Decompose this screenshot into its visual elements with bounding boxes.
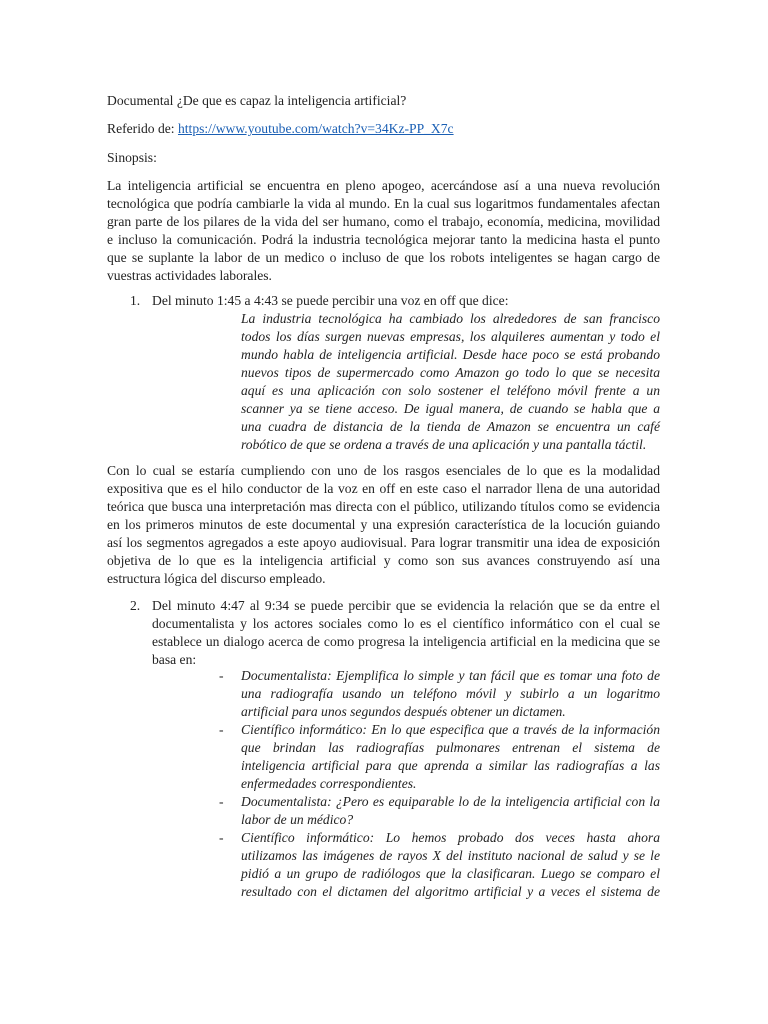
dialogue-line: que brindan las radiografías pulmonares entrenan el sistema de	[241, 740, 660, 755]
quote-line: scanner ya se tiene acceso. De igual manera, de cuando se habla que a	[241, 401, 660, 416]
paragraph-line: objetiva de lo que es la inteligencia artificial y como son sus avances construyendo así una	[107, 553, 660, 568]
paragraph-line: expositiva que es el hilo conductor de la voz en off en este caso el narrador llena de una autoridad	[107, 481, 660, 496]
list-item-text	[152, 597, 660, 669]
quote-line: nuevos tipos de supermercado como Amazon go todo lo que se necesita	[241, 365, 660, 380]
list-item-line: Del minuto 4:47 al 9:34 se puede percibir que se evidencia la relación que se da entre el	[152, 598, 660, 613]
quote-line: una cuadra de distancia de la tienda de Amazon se encuentra un café	[241, 419, 660, 434]
dialogue-line: utilizamos las imágenes de rayos X del instituto nacional de salud y se le	[241, 848, 660, 863]
dialogue-line: artificial para unos segundos después obtener un dictamen.	[241, 704, 566, 719]
list-item-line: documentalista y los actores sociales como lo es el científico informático con el cual se	[152, 616, 660, 631]
dialogue-line: Científico informático: Lo hemos probado dos veces hasta ahora	[241, 830, 660, 845]
document-title: Documental ¿De que es capaz la inteligencia artificial?	[107, 93, 407, 108]
dialogue-line: resultado con el dictamen del algoritmo artificial y a veces el sistema de	[241, 884, 660, 899]
synopsis-label: Sinopsis:	[107, 150, 157, 165]
dialogue-line: Documentalista: ¿Pero es equiparable lo de la inteligencia artificial con la	[241, 794, 660, 809]
dialogue-item	[241, 829, 660, 901]
paragraph-line: vuestras actividades laborales.	[107, 268, 272, 283]
dialogue-item	[241, 667, 660, 721]
bullet-dash: -	[219, 794, 224, 809]
dialogue-line: Documentalista: Ejemplifica lo simple y tan fácil que es tomar una foto de	[241, 668, 660, 683]
dialogue-line: Científico informático: En lo que especifica que a través de la información	[241, 722, 660, 737]
paragraph-line: Con lo cual se estaría cumpliendo con uno de los rasgos esenciales de lo que es la modalidad	[107, 463, 660, 478]
voice-over-quote	[241, 310, 660, 454]
quote-line: robótico de que se ordena a través de una aplicación y una pantalla táctil.	[241, 437, 647, 452]
list-number: 1.	[130, 293, 141, 308]
dialogue-line: una radiografía usando un teléfono móvil y subirlo a un logaritmo	[241, 686, 660, 701]
list-number: 2.	[130, 598, 141, 613]
list-item-text: Del minuto 1:45 a 4:43 se puede percibir una voz en off que dice:	[152, 293, 509, 308]
paragraph-line: tecnológica que podría cambiarle la vida al mundo. En la cual sus logaritmos fundamentales afectan	[107, 196, 660, 211]
quote-line: La industria tecnológica ha cambiado los alrededores de san francisco	[241, 311, 660, 326]
quote-line: todos los días surgen nuevas empresas, los alquileres aumentan y todo el	[241, 329, 660, 344]
bullet-dash: -	[219, 668, 224, 683]
paragraph-line: que se suplante la labor de un medico o incluso de que los robots inteligentes se hagan cargo de	[107, 250, 660, 265]
paragraph-line: gran parte de los pilares de la vida del ser humano, como el trabajo, economía, medicina, movilidad	[107, 214, 660, 229]
quote-line: aquí es una aplicación con solo sostener el teléfono móvil frente a un	[241, 383, 660, 398]
dialogue-line: labor de un médico?	[241, 812, 354, 827]
list-item-line: basa en:	[152, 652, 197, 667]
dialogue-line: inteligencia artificial para que aprenda a similar las radiografías a las	[241, 758, 660, 773]
bullet-dash: -	[219, 722, 224, 737]
youtube-link[interactable]: https://www.youtube.com/watch?v=34Kz-PP_X7c	[177, 121, 454, 136]
paragraph-line: teórica que busca una interpretación mas directa con el público, utilizando títulos como se evidencia	[107, 499, 660, 514]
paragraph-line: estructura lógica del discurso empleado.	[107, 571, 326, 586]
analysis-paragraph	[107, 462, 660, 588]
paragraph-line: e incluso la comunicación. Podrá la industria tecnológica mejorar tanto la medicina hasta el punto	[107, 232, 660, 247]
dialogue-item	[241, 721, 660, 793]
paragraph-line: así los segmentos agregados a este apoyo audiovisual. Para lograr transmitir una idea de exposición	[107, 535, 660, 550]
quote-line: mundo habla de inteligencia artificial. Desde hace poco se está probando	[241, 347, 660, 362]
list-item-line: establece un dialogo acerca de como progresa la inteligencia artificial en la medicina que se	[152, 634, 660, 649]
paragraph-line: La inteligencia artificial se encuentra en pleno apogeo, acercándose así a una nueva revolución	[107, 178, 660, 193]
paragraph-line: en los primeros minutos de este documental y una expresión característica de la locución guiando	[107, 517, 660, 532]
dialogue-line: pidió a un grupo de radiólogos que la clasificaran. Luego se comparo el	[241, 866, 660, 881]
reference-label: Referido de:	[107, 121, 178, 136]
dialogue-item	[241, 793, 660, 829]
synopsis-paragraph	[107, 177, 660, 285]
dialogue-line: enfermedades correspondientes.	[241, 776, 417, 791]
reference-line	[107, 120, 454, 138]
bullet-dash: -	[219, 830, 224, 845]
